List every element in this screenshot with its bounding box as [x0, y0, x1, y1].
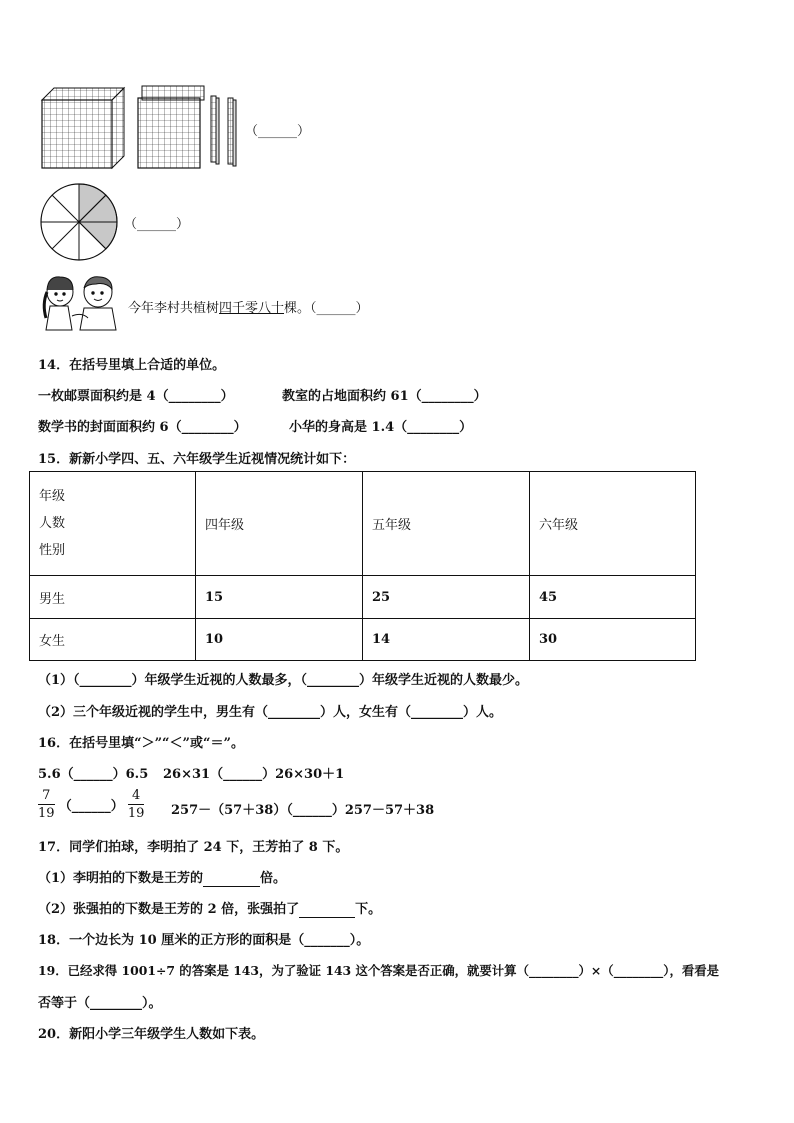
table-header-row — [30, 472, 696, 576]
fraction-seven-nineteenths — [38, 787, 55, 822]
hundred-flat-icon — [138, 86, 204, 168]
trees-suffix[interactable]: 棵。（______） — [284, 301, 369, 316]
table-corner-header — [30, 472, 196, 576]
q19-line2[interactable]: 否等于（________）。 — [38, 996, 162, 1011]
girl-icon — [44, 277, 73, 330]
ten-rod-icon — [228, 98, 236, 166]
trees-underlined-number: 四千零八十 — [219, 301, 285, 316]
fraction-circle-figure — [38, 181, 120, 263]
q17-sub1-blank[interactable] — [203, 871, 260, 887]
q17-title: 17．同学们拍球，李明拍了 24 下，王芳拍了 8 下。 — [38, 840, 349, 855]
header-label-grade: 年级 — [39, 489, 66, 504]
thousand-cube-icon — [42, 88, 124, 168]
boy-icon — [72, 277, 116, 330]
row-label-girls: 女生 — [30, 619, 196, 661]
table-cell: 14 — [363, 619, 530, 661]
table-cell: 30 — [530, 619, 696, 661]
table-cell: 10 — [196, 619, 363, 661]
column-header-grade6: 六年级 — [530, 472, 696, 576]
column-header-grade5: 五年级 — [363, 472, 530, 576]
q14-classroom-area[interactable]: 教室的占地面积约 61（________） — [282, 389, 487, 404]
q16-title: 16．在括号里填“＞”“＜”或“＝”。 — [38, 736, 244, 751]
fraction-denominator: 19 — [38, 806, 55, 821]
trees-sentence — [128, 297, 369, 316]
table-cell: 45 — [530, 576, 696, 619]
q15-title: 15．新新小学四、五、六年级学生近视情况统计如下： — [38, 452, 356, 467]
q15-sub1[interactable]: （1）（________）年级学生近视的人数最多，（________）年级学生近视的人数最少。 — [38, 673, 529, 688]
blocks-answer-blank[interactable]: （______） — [245, 124, 311, 139]
pie-eighths-icon — [41, 184, 117, 260]
column-header-grade4: 四年级 — [196, 472, 363, 576]
q16-compare-decimals[interactable]: 5.6（______）6.5 — [38, 767, 149, 782]
q16-compare-products[interactable]: 26×31（______）26×30＋1 — [163, 767, 345, 782]
table-cell: 15 — [196, 576, 363, 619]
table-row — [30, 576, 696, 619]
q16-compare-expressions[interactable]: 257－（57＋38）（______）257－57＋38 — [171, 803, 435, 818]
q16-fraction-compare — [38, 787, 144, 822]
fraction-compare-blank[interactable]: （______） — [58, 799, 124, 814]
q17-sub2-prefix: （2）张强拍的下数是王芳的 2 倍，张强拍了 — [38, 902, 300, 917]
q20-text: 20．新阳小学三年级学生人数如下表。 — [38, 1027, 265, 1042]
q18-text[interactable]: 18．一个边长为 10 厘米的正方形的面积是（_______）。 — [38, 933, 370, 948]
q14-height[interactable]: 小华的身高是 1.4（________） — [289, 420, 473, 435]
fraction-denominator: 19 — [127, 806, 145, 821]
fraction-four-nineteenths — [128, 787, 145, 822]
q17-sub2-blank[interactable] — [299, 902, 355, 918]
ten-rod-icon — [211, 96, 219, 164]
fraction-numerator: 7 — [38, 787, 55, 805]
q17-sub2-suffix: 下。 — [355, 902, 382, 917]
q14-stamp-area[interactable]: 一枚邮票面积约是 4（________） — [38, 389, 234, 404]
table-cell: 25 — [363, 576, 530, 619]
table-row — [30, 619, 696, 661]
q17-sub1[interactable] — [38, 867, 286, 887]
header-label-gender: 性别 — [39, 543, 66, 558]
header-label-count: 人数 — [39, 516, 66, 531]
base-ten-blocks-figure — [38, 84, 243, 170]
children-illustration — [38, 272, 122, 334]
q17-sub1-suffix: 倍。 — [260, 871, 287, 886]
trees-prefix: 今年李村共植树 — [128, 301, 220, 316]
q14-book-cover-area[interactable]: 数学书的封面面积约 6（________） — [38, 420, 247, 435]
q17-sub2[interactable] — [38, 898, 381, 918]
q14-title: 14．在括号里填上合适的单位。 — [38, 358, 226, 373]
q15-sub2[interactable]: （2）三个年级近视的学生中，男生有（________）人，女生有（________）人。 — [38, 705, 503, 720]
q17-sub1-prefix: （1）李明拍的下数是王芳的 — [38, 871, 204, 886]
circle-answer-blank[interactable]: （______） — [124, 217, 190, 232]
fraction-numerator: 4 — [128, 787, 145, 805]
row-label-boys: 男生 — [30, 576, 196, 619]
myopia-stats-table — [29, 471, 696, 661]
q19-line1[interactable]: 19．已经求得 1001÷7 的答案是 143，为了验证 143 这个答案是否正确，就要计算（________）×（________），看看是 — [38, 963, 720, 978]
